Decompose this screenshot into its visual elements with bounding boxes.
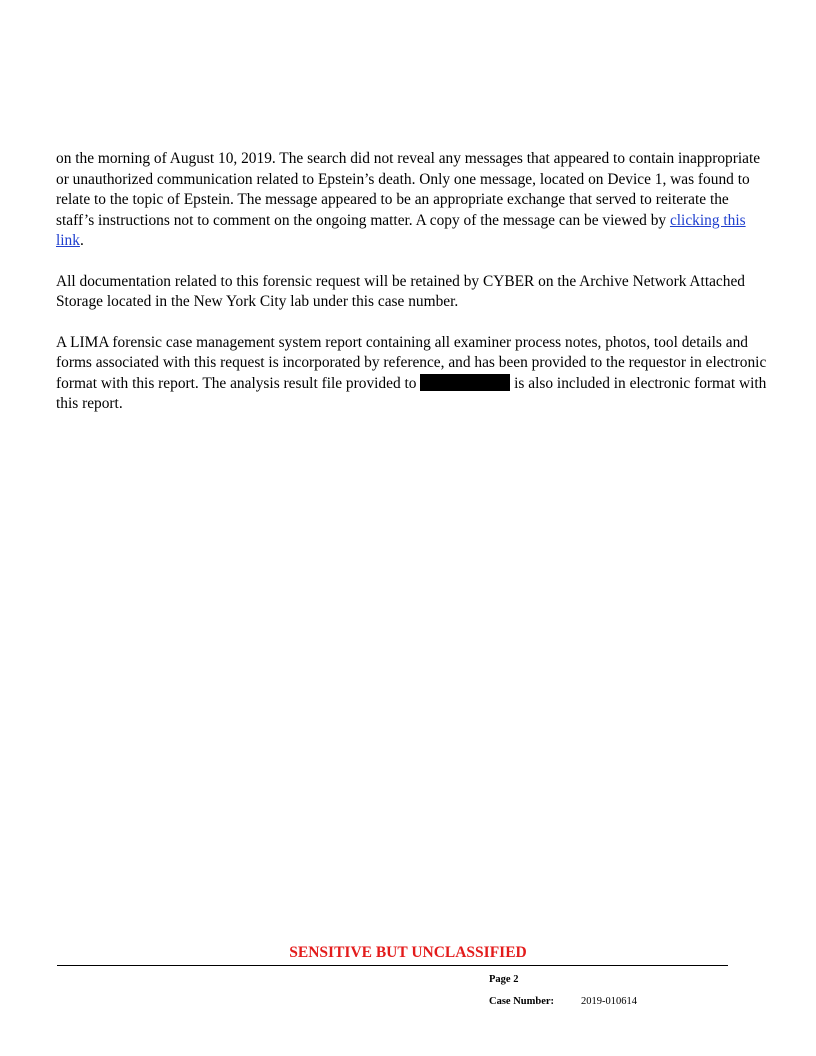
case-number-label: Case Number: [489, 996, 555, 1007]
page-number: Page 2 [489, 974, 519, 985]
footer-divider [57, 965, 728, 966]
classification-marking: SENSITIVE BUT UNCLASSIFIED [289, 944, 527, 961]
redaction-box [420, 374, 510, 391]
paragraph-end: . [79, 232, 84, 249]
paragraph-documentation-retention: All documentation related to this forensic request will be retained by CYBER on the Archive Network Attached Storage located in the New York City lab under this case number. [56, 272, 745, 310]
paragraph-text: is also included in electronic format with this report. [56, 374, 767, 412]
paragraph-text: A LIMA forensic case management system report containing all examiner process notes, photos, tool details and forms associated with this request is incorporated by reference, and has been provided to the requestor in electronic format with this report. The analysis result file provided to [56, 333, 767, 392]
case-number-value: 2019-010614 [581, 996, 637, 1007]
paragraph-lima-report [56, 333, 768, 415]
paragraph-text: on the morning of August 10, 2019. The search did not reveal any messages that appeared to contain inappropriate or unauthorized communication related to Epstein’s death. Only one message, located on Device 1, was found to relate to the topic of Epstein. The message appeared to be an appropriate exchange that served to reiterate the staff’s instructions not to comment on the ongoing matter. A copy of the message can be viewed by [56, 150, 761, 229]
case-number-row [489, 996, 637, 1007]
message-copy-link[interactable]: clicking this link [56, 211, 746, 249]
report-body [56, 149, 768, 435]
paragraph-message-search [56, 149, 768, 252]
